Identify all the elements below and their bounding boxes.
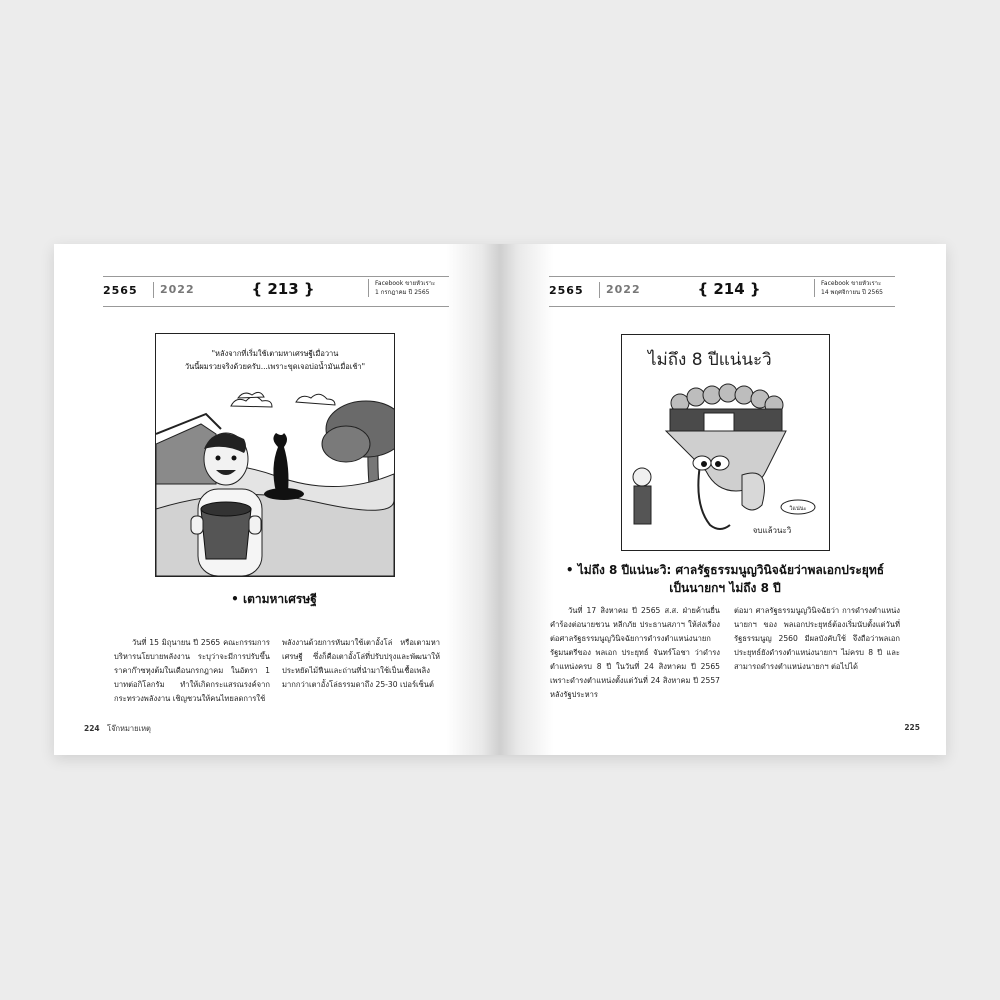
- page-header: [103, 276, 449, 307]
- caption-line-1: • ไม่ถึง 8 ปีแน่นะวิ: ศาลรัฐธรรมนูญวินิจฉัยว่าพลเอกประยุทธ์: [565, 563, 885, 577]
- page-footer: [84, 723, 151, 735]
- book-title: โจ๊กหมายเหตุ: [107, 724, 151, 733]
- year-ad: 2022: [599, 282, 641, 298]
- page-number: 224: [84, 724, 100, 733]
- cartoon-quote-2: วันนี้ผมรวยจริงด้วยครับ...เพราะขุดเจอบ่อน้ำมันเมื่อเช้า": [184, 362, 366, 371]
- cartoon-caption: [530, 561, 920, 597]
- source-line-2: 1 กรกฎาคม ปี 2565: [375, 289, 430, 296]
- cartoon-image-left: [155, 333, 395, 577]
- cartoon-drawing-right: [622, 335, 829, 550]
- page-header: [549, 276, 895, 307]
- strip-number: { 213 }: [251, 280, 315, 298]
- right-page: [500, 244, 946, 755]
- source-info: [814, 279, 895, 297]
- page-number: 225: [904, 723, 920, 732]
- cartoon-caption: • เตามหาเศรษฐี: [231, 592, 317, 606]
- open-book: [54, 244, 946, 755]
- source-line-1: Facebook ขายหัวเราะ: [821, 280, 882, 287]
- year-thai: 2565: [549, 284, 584, 297]
- cartoon-drawing-left: [156, 334, 394, 576]
- cartoon-image-right: [621, 334, 830, 551]
- source-line-2: 14 พฤศจิกายน ปี 2565: [821, 289, 883, 296]
- article-column-1: วันที่ 17 สิงหาคม ปี 2565 ส.ส. ฝ่ายค้านยื่นคำร้องต่อนายชวน หลีกภัย ประธานสภาฯ ให้ส่งเรื่องต่อศาลรัฐธรรมนูญวินิจฉัยการดำรงตำแหน่งนายกรัฐมนตรีของ พลเอก ประยุทธ์ จันทร์โอชา ว่าดำรงตำแหน่งครบ 8 ปี ในวันที่ 24 สิงหาคม ปี 2565 เพราะดำรงตำแหน่งตั้งแต่วันที่ 24 สิงหาคม ปี 2557 หลังรัฐประหาร: [550, 606, 720, 699]
- strip-number: { 214 }: [697, 280, 761, 298]
- left-page: [54, 244, 500, 755]
- source-info: [368, 279, 449, 297]
- cartoon-bubble: วิแน่นะ: [789, 506, 807, 512]
- article-column-2: พลังงานด้วยการหันมาใช้เตาอั้งโล่ หรือเตามหาเศรษฐี ซึ่งก็คือเตาอั้งโล่ที่ปรับปรุงและพัฒนาให้ประหยัดไม้ฟืนและถ่านที่นำมาใช้เป็นเชื้อเพลิงมากกว่าเตาอั้งโล่ธรรมดาถึง 25-30 เปอร์เซ็นต์: [282, 638, 440, 689]
- article-column-1: วันที่ 15 มิถุนายน ปี 2565 คณะกรรมการบริหารนโยบายพลังงาน ระบุว่าจะมีการปรับขึ้นราคาก๊าซหุงต้มในเดือนกรกฎาคม ในอัตรา 1 บาทต่อกิโลกรัม ทำให้เกิดกระแสรณรงค์จากกระทรวงพลังงาน เชิญชวนให้คนไทยลดการใช้: [114, 638, 270, 703]
- year-thai: 2565: [103, 284, 138, 297]
- cartoon-quote-1: "หลังจากที่เริ่มใช้เตามหาเศรษฐีเมื่อวาน: [211, 349, 339, 358]
- year-ad: 2022: [153, 282, 195, 298]
- cartoon-title: ไม่ถึง 8 ปีแน่นะวิ: [648, 350, 772, 370]
- article-column-2: ต่อมา ศาลรัฐธรรมนูญวินิจฉัยว่า การดำรงตำแหน่งนายกฯ ของ พลเอกประยุทธ์ต้องเริ่มนับตั้งแต่วันที่รัฐธรรมนูญ 2560 มีผลบังคับใช้ จึงถือว่าพลเอกประยุทธ์ยังดำรงตำแหน่งนายกฯ ไม่ครบ 8 ปี และสามารถดำรงตำแหน่งนายกฯ ต่อไปได้: [734, 606, 900, 671]
- source-line-1: Facebook ขายหัวเราะ: [375, 280, 436, 287]
- caption-line-2: เป็นนายกฯ ไม่ถึง 8 ปี: [669, 581, 781, 595]
- cartoon-bottom-text: จบแล้วนะวิ: [752, 526, 792, 535]
